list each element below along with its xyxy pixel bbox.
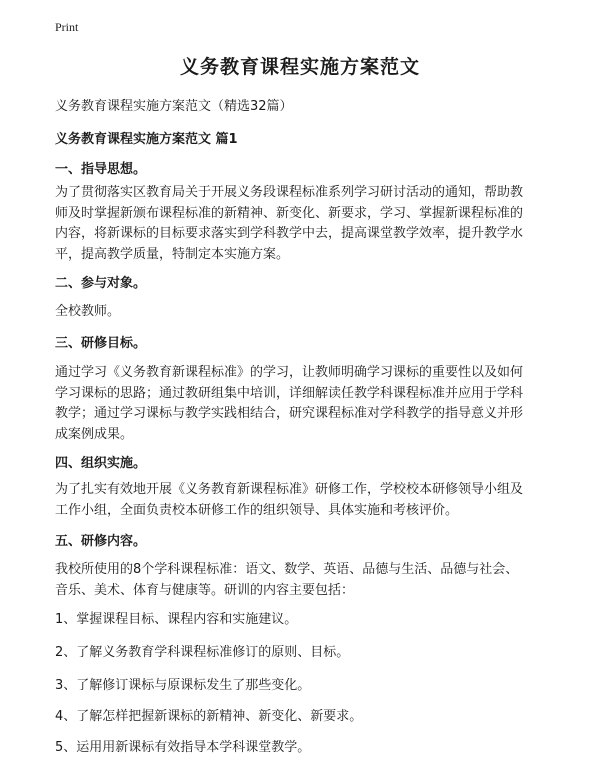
paragraph-line: 为了贯彻落实区教育局关于开展义务段课程标准系列学习研讨活动的通知，帮助教 bbox=[55, 185, 524, 200]
document-subtitle: 义务教育课程实施方案范文（精选32篇） bbox=[55, 99, 293, 114]
list-item bbox=[55, 643, 560, 664]
list-item bbox=[55, 738, 560, 759]
section-heading-goals: 三、研修目标。 bbox=[55, 336, 147, 351]
section-paragraph-goals bbox=[55, 363, 560, 445]
paragraph-line: 成案例成果。 bbox=[55, 426, 134, 442]
section-heading-content: 五、研修内容。 bbox=[55, 534, 147, 549]
list-item bbox=[55, 610, 560, 631]
section-heading-implementation: 四、组织实施。 bbox=[55, 456, 147, 471]
paragraph-line: 全校教师。 bbox=[55, 304, 121, 319]
paragraph-line: 平，提高教学质量，特制定本实施方案。 bbox=[55, 246, 290, 262]
section-paragraph-guiding-ideology bbox=[55, 183, 560, 265]
section-paragraph-content bbox=[55, 560, 560, 601]
paragraph-line: 通过学习《义务教育新课程标准》的学习，让教师明确学习课标的重要性以及如何 bbox=[55, 365, 524, 380]
article-heading: 义务教育课程实施方案范文 篇1 bbox=[55, 132, 238, 147]
section-paragraph-participants bbox=[55, 302, 560, 323]
list-item-text: 1、掌握课程目标、课程内容和实施建议。 bbox=[55, 612, 298, 627]
list-item-text: 4、了解怎样把握新课标的新精神、新变化、新要求。 bbox=[55, 709, 363, 724]
list-item bbox=[55, 707, 560, 728]
paragraph-line: 音乐、美术、体育与健康等。研训的内容主要包括： bbox=[55, 582, 355, 598]
list-item-text: 5、运用用新课标有效指导本学科课堂教学。 bbox=[55, 740, 311, 755]
paragraph-line: 工作小组，全面负责校本研修工作的组织领导、具体实施和考核评价。 bbox=[55, 502, 459, 518]
section-heading-guiding-ideology: 一、指导思想。 bbox=[55, 162, 147, 177]
page-title: 义务教育课程实施方案范文 bbox=[179, 56, 420, 78]
list-item-text: 2、了解义务教育学科课程标准修订的原则、目标。 bbox=[55, 645, 350, 660]
section-paragraph-implementation bbox=[55, 480, 560, 521]
list-item-text: 3、了解修订课标与原课标发生了那些变化。 bbox=[55, 678, 311, 693]
paragraph-line: 为了扎实有效地开展《义务教育新课程标准》研修工作，学校校本研修领导小组及 bbox=[55, 482, 524, 497]
paragraph-line: 师及时掌握新颁布课程标准的新精神、新变化、新要求，学习、掌握新课程标准的 bbox=[55, 205, 524, 221]
section-heading-participants: 二、参与对象。 bbox=[55, 276, 147, 291]
paragraph-line: 内容，将新课标的目标要求落实到学科教学中去，提高课堂教学效率，提升教学水 bbox=[55, 226, 524, 241]
paragraph-line: 学习课标的思路；通过教研组集中培训，详细解读任教学科课程标准并应用于学科 bbox=[55, 385, 524, 401]
paragraph-line: 教学；通过学习课标与教学实践相结合，研究课程标准对学科教学的指导意义并形 bbox=[55, 406, 524, 421]
paragraph-line: 我校所使用的8个学科课程标准：语文、数学、英语、品德与生活、品德与社会、 bbox=[55, 562, 519, 577]
print-link[interactable]: Print bbox=[55, 20, 79, 34]
list-item bbox=[55, 676, 560, 697]
